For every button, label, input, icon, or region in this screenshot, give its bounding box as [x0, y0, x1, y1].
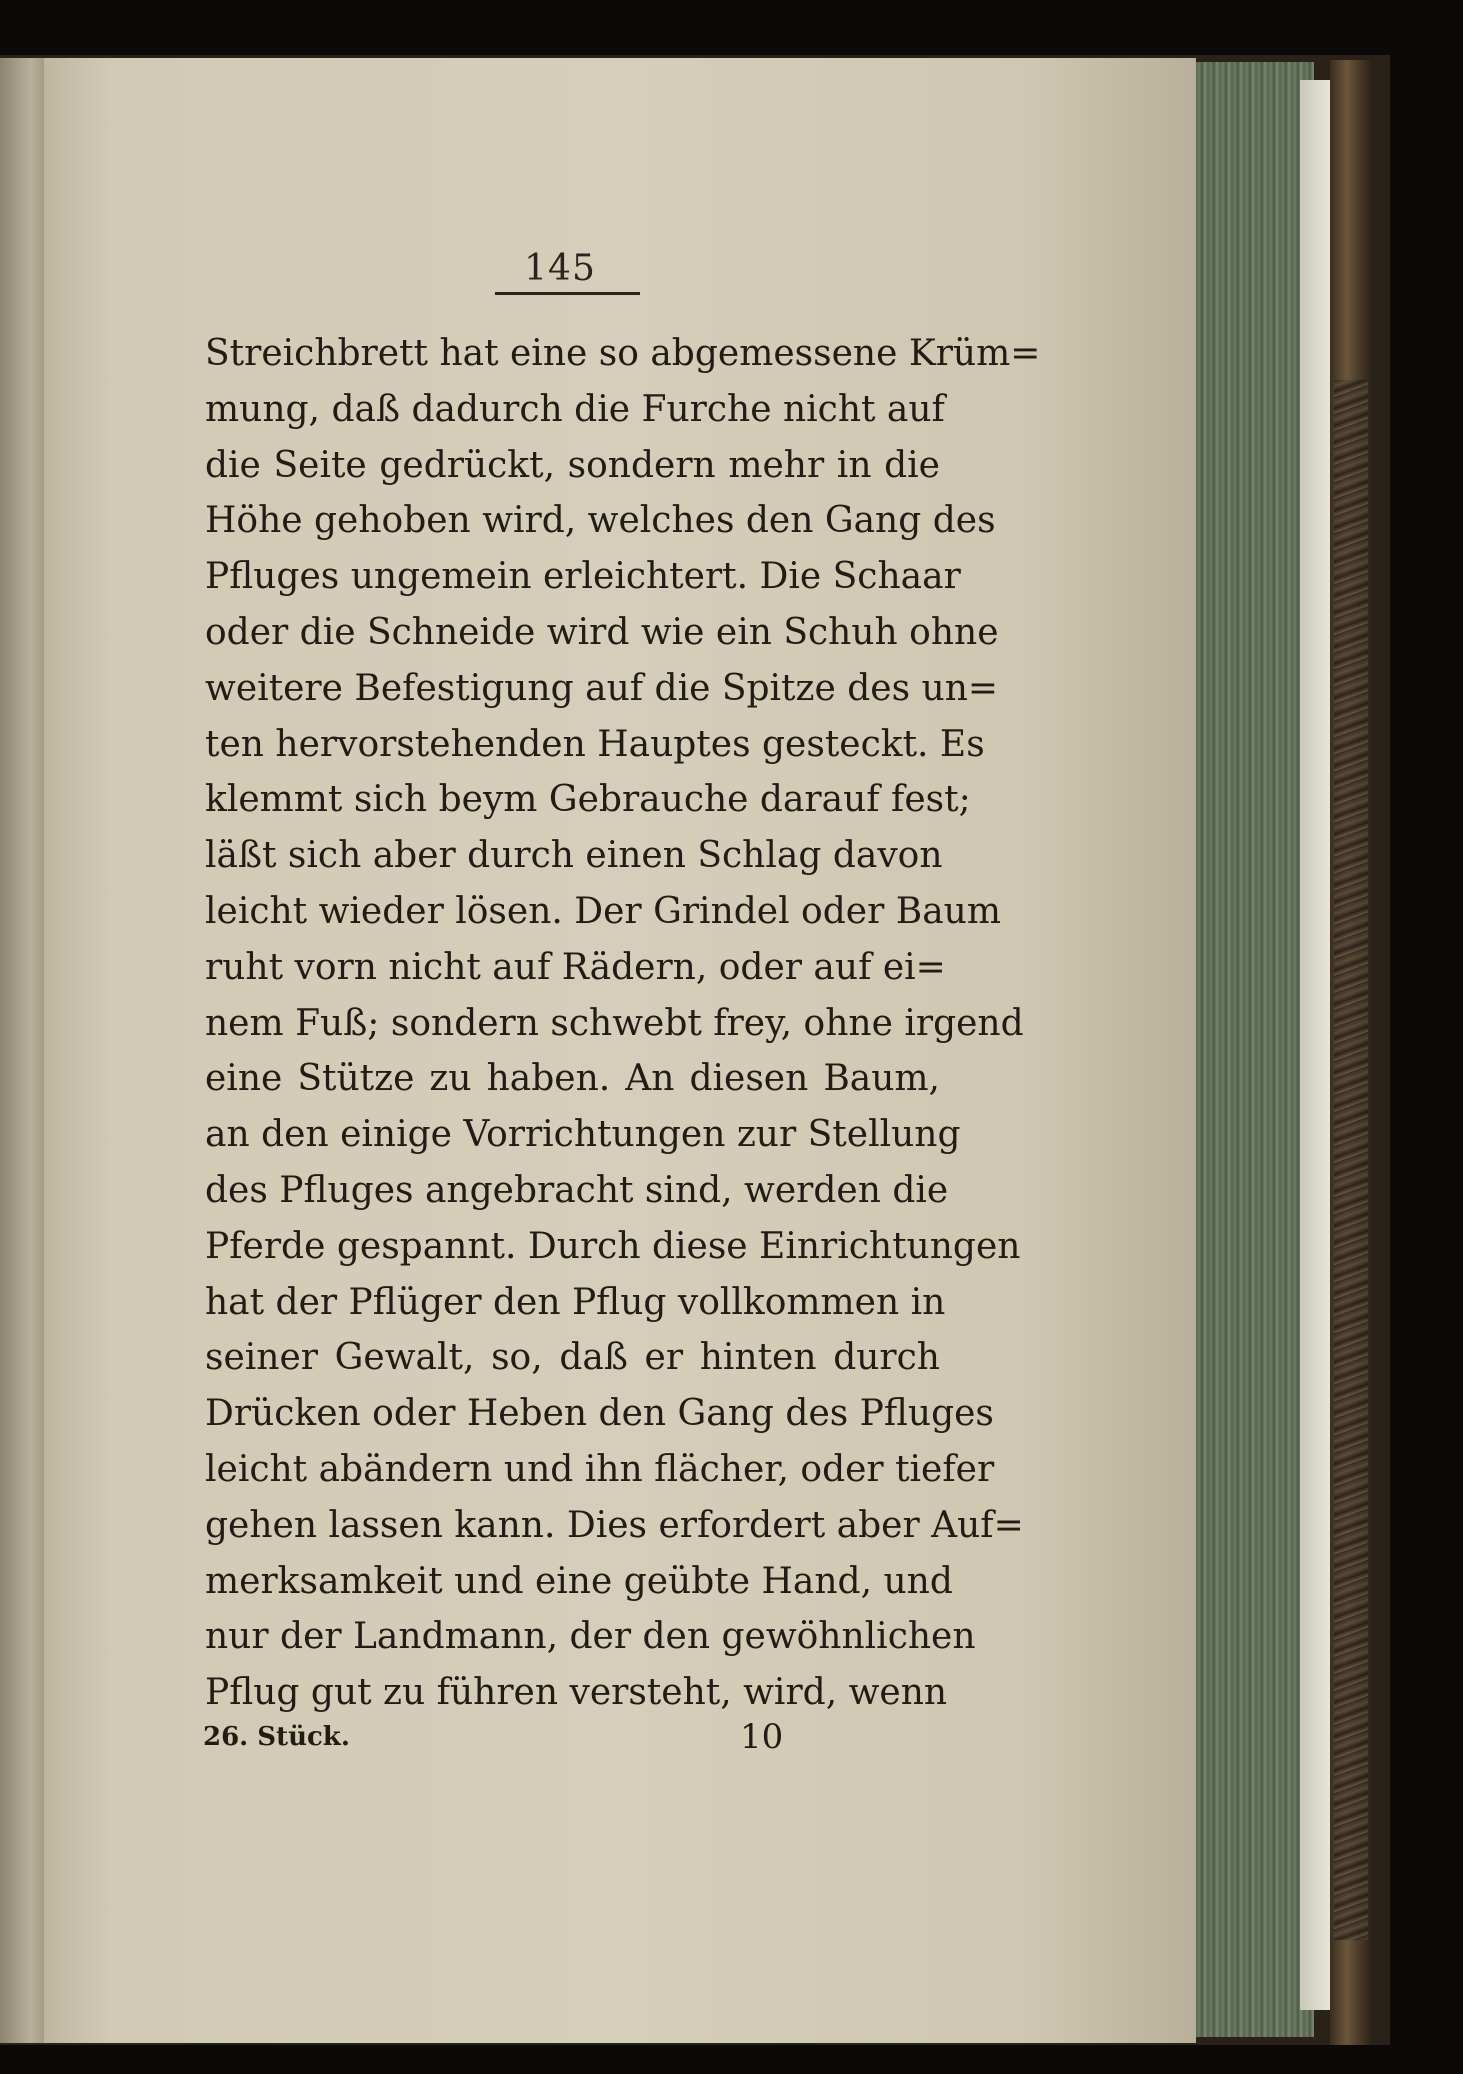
text-line: die Seite gedrückt, sondern mehr in die	[205, 444, 940, 486]
text-line: weitere Befestigung auf die Spitze des un=	[205, 667, 999, 709]
text-line: ruht vorn nicht auf Rädern, oder auf ei=	[205, 946, 946, 988]
header-rule	[495, 292, 640, 295]
text-line: seiner Gewalt, so, daß er hinten durch	[205, 1337, 940, 1379]
text-line: nem Fuß; sondern schwebt frey, ohne irgend	[205, 1002, 1024, 1044]
cover-marbling	[1334, 380, 1368, 1940]
text-line: Höhe gehoben wird, welches den Gang des	[205, 500, 996, 542]
previous-page-edge	[0, 58, 44, 2043]
body-text	[205, 326, 1041, 1721]
text-line: des Pfluges angebracht sind, werden die	[205, 1169, 949, 1211]
text-line: Streichbrett hat eine so abgemessene Krüm=	[205, 333, 1041, 374]
text-line: nur der Landmann, der den gewöhnlichen	[205, 1616, 976, 1658]
page-fore-edge-highlight	[1300, 80, 1330, 2010]
text-line: Pflug gut zu führen versteht, wird, wenn	[205, 1672, 948, 1714]
sheet-number: 10	[740, 1717, 784, 1757]
text-line: gehen lassen kann. Dies erfordert aber Auf=	[205, 1504, 1024, 1546]
text-line: Drücken oder Heben den Gang des Pfluges	[205, 1393, 994, 1435]
text-line: Pferde gespannt. Durch diese Einrichtungen	[205, 1225, 1021, 1267]
text-line: läßt sich aber durch einen Schlag davon	[205, 835, 943, 877]
text-line: ten hervorstehenden Hauptes gesteckt. Es	[205, 723, 985, 765]
text-line: oder die Schneide wird wie ein Schuh ohne	[205, 611, 999, 653]
text-line: eine Stütze zu haben. An diesen Baum,	[205, 1058, 940, 1100]
page-fore-edge	[1196, 62, 1314, 2037]
text-line: klemmt sich beym Gebrauche darauf fest;	[205, 779, 971, 821]
page-number: 145	[524, 248, 596, 289]
text-line: leicht abändern und ihn flächer, oder tiefer	[205, 1448, 995, 1490]
text-line: hat der Pflüger den Pflug vollkommen in	[205, 1281, 946, 1323]
text-line: merksamkeit und eine geübte Hand, und	[205, 1560, 953, 1602]
signature-mark: 26. Stück.	[203, 1722, 350, 1752]
text-line: an den einige Vorrichtungen zur Stellung	[205, 1114, 961, 1156]
text-line: leicht wieder lösen. Der Grindel oder Baum	[205, 890, 1001, 932]
text-line: mung, daß dadurch die Furche nicht auf	[205, 388, 945, 430]
text-line: Pfluges ungemein erleichtert. Die Schaar	[205, 556, 961, 598]
